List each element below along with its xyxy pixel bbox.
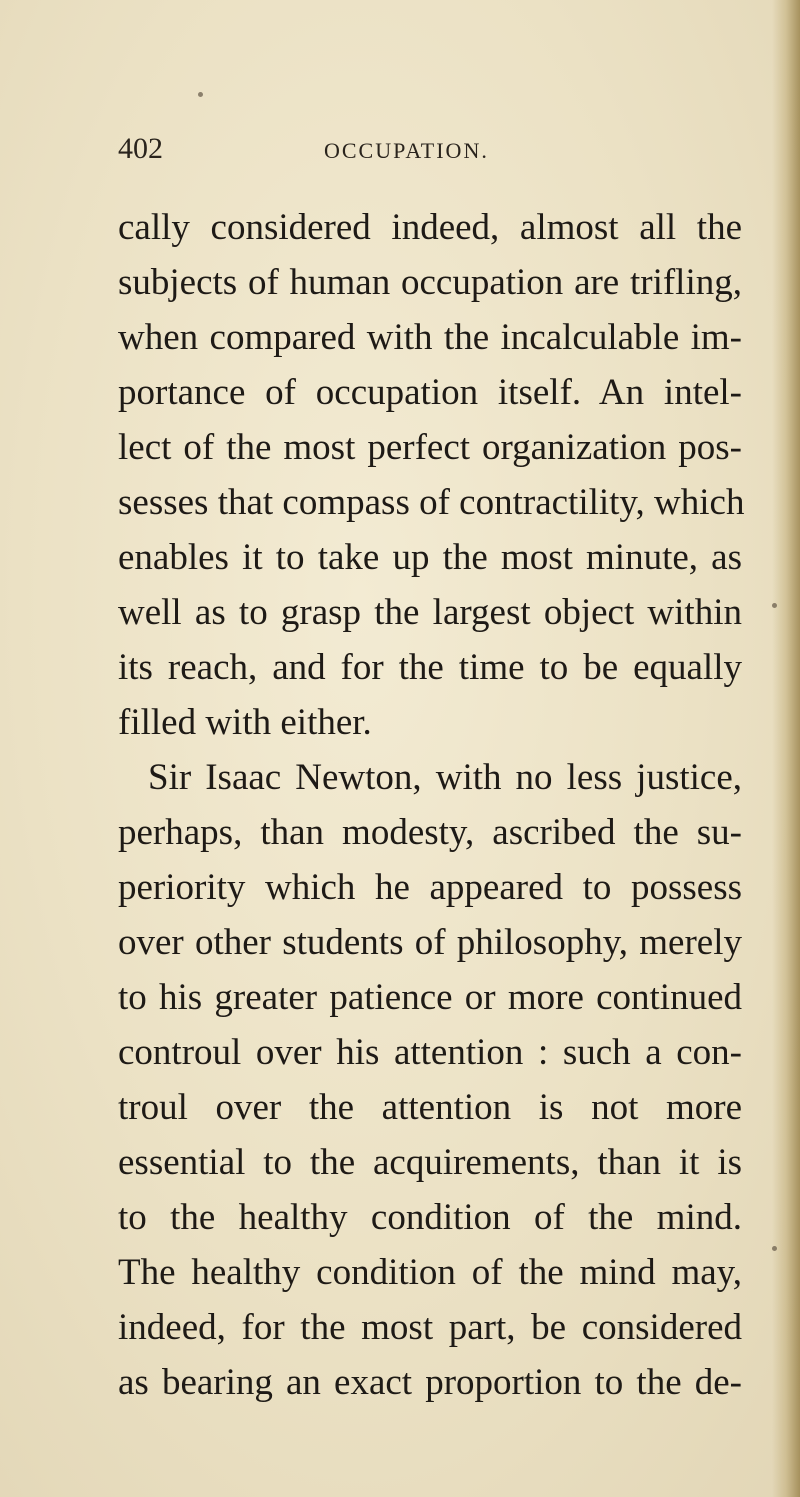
- text-line: controul over his attention : such a con-: [118, 1032, 742, 1073]
- text-line: to the healthy condition of the mind.: [118, 1197, 742, 1238]
- text-line: essential to the acquirements, than it is: [118, 1142, 742, 1183]
- ink-speck: [772, 1246, 777, 1251]
- text-line: filled with either.: [118, 702, 372, 743]
- text-line: its reach, and for the time to be equally: [118, 647, 742, 688]
- page-edge-shadow: [772, 0, 800, 1497]
- text-line: The healthy condition of the mind may,: [118, 1252, 742, 1293]
- ink-speck: [772, 603, 777, 608]
- page-header: [118, 132, 738, 172]
- text-line: well as to grasp the largest object within: [118, 592, 742, 633]
- text-line: when compared with the incalculable im-: [118, 317, 742, 358]
- ink-speck: [198, 92, 203, 97]
- text-line: to his greater patience or more continued: [118, 977, 742, 1018]
- text-line: as bearing an exact proportion to the de-: [118, 1362, 742, 1403]
- running-head: OCCUPATION.: [324, 138, 489, 163]
- text-line: periority which he appeared to possess: [118, 867, 742, 908]
- page-number: 402: [118, 132, 163, 165]
- text-line: indeed, for the most part, be considered: [118, 1307, 742, 1348]
- text-line: cally considered indeed, almost all the: [118, 207, 742, 248]
- text-line: portance of occupation itself. An intel-: [118, 372, 742, 413]
- text-line: troul over the attention is not more: [118, 1087, 742, 1128]
- paragraph-first-line: Sir Isaac Newton, with no less justice,: [148, 757, 742, 798]
- body-text: [118, 200, 745, 1410]
- text-line: subjects of human occupation are trifling,: [118, 262, 742, 303]
- text-line: perhaps, than modesty, ascribed the su-: [118, 812, 742, 853]
- text-line: over other students of philosophy, merely: [118, 922, 742, 963]
- text-line: lect of the most perfect organization pos-: [118, 427, 742, 468]
- text-line: enables it to take up the most minute, as: [118, 537, 742, 578]
- text-line: sesses that compass of contractility, which: [118, 482, 745, 523]
